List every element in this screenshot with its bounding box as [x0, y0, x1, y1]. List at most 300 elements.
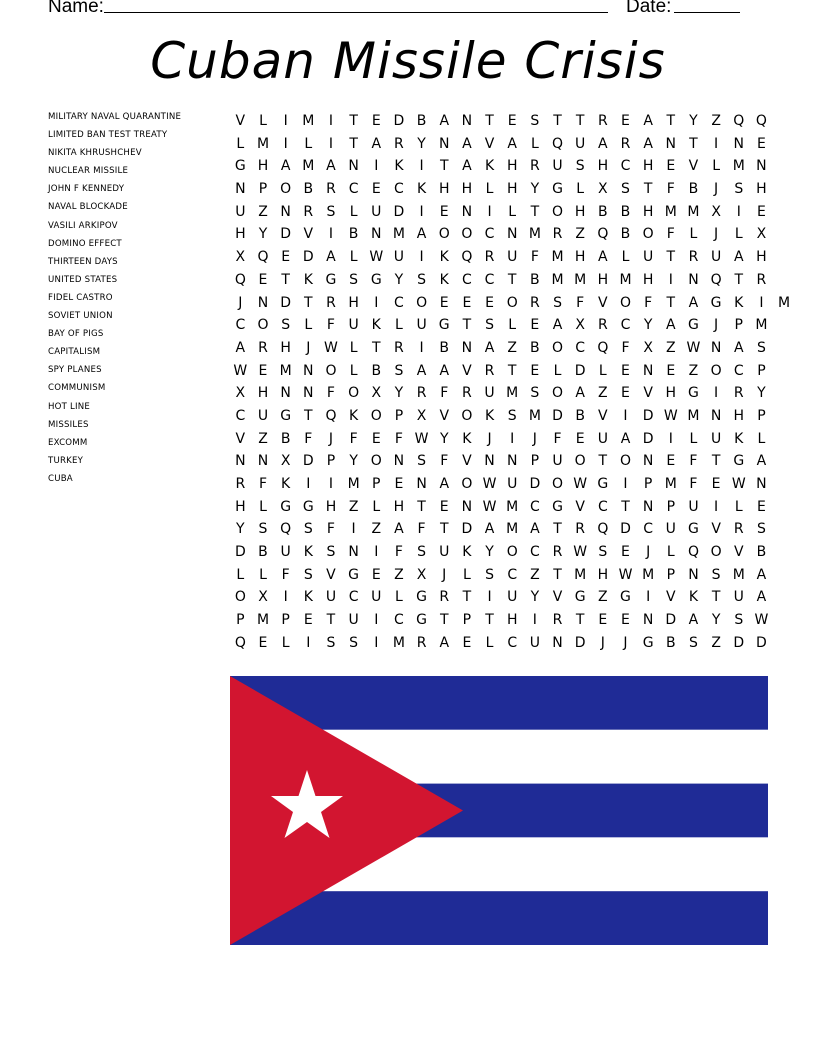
grid-letter: G	[597, 476, 609, 492]
grid-letter: I	[419, 158, 424, 175]
grid-letter: W	[618, 566, 633, 583]
grid-letter: O	[619, 453, 631, 470]
grid-letter: H	[348, 294, 359, 311]
grid-letter: N	[506, 226, 518, 243]
grid-letter: Y	[394, 271, 404, 288]
grid-letter: L	[462, 566, 471, 583]
grid-letter: S	[756, 339, 766, 356]
grid-letter: F	[644, 294, 653, 311]
grid-letter: U	[507, 249, 518, 266]
grid-letter: R	[597, 317, 608, 334]
grid-letter: C	[529, 544, 540, 561]
grid-letter: G	[348, 566, 360, 583]
grid-letter: O	[552, 203, 564, 220]
grid-letter: T	[349, 113, 358, 129]
grid-letter: Z	[711, 113, 721, 129]
grid-letter: W	[731, 476, 746, 492]
grid-letter: T	[553, 521, 562, 538]
grid-letter: J	[306, 339, 311, 356]
grid-letter: R	[394, 135, 404, 152]
grid-letter: D	[552, 407, 563, 424]
grid-letter: W	[233, 362, 248, 379]
grid-letter: I	[419, 249, 424, 266]
grid-letter: D	[393, 113, 405, 129]
grid-letter: R	[416, 385, 427, 402]
grid-letter: F	[417, 521, 426, 538]
grid-letter: O	[642, 226, 654, 243]
grid-letter: A	[326, 249, 336, 266]
grid-letter: H	[506, 181, 518, 198]
grid-letter: P	[643, 476, 653, 492]
grid-letter: R	[439, 589, 450, 606]
grid-letter: E	[756, 498, 766, 515]
grid-letter: Q	[234, 634, 246, 651]
grid-letter: N	[348, 544, 359, 561]
grid-letter: L	[553, 362, 562, 379]
grid-letter: A	[756, 589, 767, 606]
grid-letter: K	[484, 407, 495, 424]
grid-letter: K	[394, 158, 404, 175]
grid-letter: L	[349, 362, 358, 379]
grid-row	[229, 496, 795, 519]
grid-letter: G	[620, 589, 631, 606]
grid-letter: T	[485, 612, 494, 629]
grid-letter: P	[258, 181, 268, 198]
grid-letter: A	[733, 249, 744, 266]
grid-letter: N	[461, 113, 473, 129]
grid-letter: N	[665, 135, 677, 152]
grid-letter: N	[642, 612, 654, 629]
grid-letter: L	[712, 158, 721, 175]
grid-letter: E	[756, 203, 766, 220]
grid-letter: K	[484, 158, 495, 175]
grid-letter: L	[530, 135, 539, 152]
grid-letter: M	[755, 317, 768, 334]
grid-letter: J	[714, 226, 719, 243]
grid-letter: F	[576, 294, 585, 311]
name-label: Name:	[48, 0, 104, 17]
grid-letter: V	[598, 294, 608, 311]
grid-letter: G	[574, 589, 586, 606]
grid-letter: Y	[258, 226, 268, 243]
grid-letter: Y	[349, 453, 358, 470]
grid-letter: N	[416, 476, 427, 492]
grid-letter: J	[600, 634, 605, 651]
grid-letter: F	[666, 226, 675, 243]
grid-letter: W	[324, 339, 338, 356]
grid-letter: D	[756, 634, 767, 651]
grid-letter: X	[258, 589, 268, 606]
grid-letter: V	[235, 430, 246, 447]
grid-letter: X	[711, 203, 721, 220]
grid-letter: Q	[234, 271, 246, 288]
grid-letter: E	[756, 135, 766, 152]
grid-letter: A	[688, 294, 699, 311]
grid-letter: I	[374, 634, 379, 651]
grid-letter: W	[686, 339, 701, 356]
grid-letter: F	[326, 317, 335, 334]
grid-letter: G	[325, 271, 337, 288]
grid-letter: R	[235, 476, 246, 492]
grid-letter: L	[689, 226, 698, 243]
grid-letter: A	[326, 158, 336, 175]
grid-letter: Y	[236, 521, 245, 538]
grid-letter: E	[439, 498, 449, 515]
grid-letter: G	[733, 453, 745, 470]
word-list-item: THIRTEEN DAYS	[48, 256, 118, 267]
grid-letter: G	[416, 612, 427, 629]
grid-letter: T	[553, 566, 562, 583]
grid-letter: S	[326, 544, 336, 561]
grid-letter: B	[303, 181, 314, 198]
grid-letter: S	[530, 113, 540, 129]
grid-letter: M	[302, 158, 315, 175]
word-list-item: NAVAL BLOCKADE	[48, 202, 128, 213]
grid-row	[229, 133, 795, 156]
grid-letter: J	[532, 430, 537, 447]
grid-letter: X	[371, 385, 382, 402]
grid-letter: O	[461, 226, 473, 243]
grid-letter: S	[711, 566, 721, 583]
grid-letter: O	[710, 362, 722, 379]
grid-letter: U	[575, 135, 586, 152]
grid-letter: T	[349, 135, 358, 152]
grid-letter: S	[734, 612, 744, 629]
grid-row	[229, 428, 795, 451]
grid-letter: T	[575, 612, 585, 629]
grid-letter: O	[506, 544, 518, 561]
grid-letter: X	[416, 407, 427, 424]
grid-letter: Y	[757, 385, 766, 402]
grid-letter: X	[280, 453, 291, 470]
grid-letter: M	[551, 249, 564, 266]
word-list-item: HOT LINE	[48, 401, 90, 412]
grid-letter: E	[258, 634, 268, 651]
word-list	[48, 110, 181, 490]
grid-letter: F	[394, 544, 403, 561]
grid-letter: B	[665, 634, 676, 651]
grid-letter: H	[733, 407, 745, 424]
grid-letter: E	[621, 113, 630, 129]
word-list-item: BAY OF PIGS	[48, 329, 104, 340]
grid-letter: T	[304, 407, 313, 424]
grid-letter: M	[279, 362, 292, 379]
grid-letter: E	[439, 294, 449, 311]
grid-letter: N	[506, 453, 518, 470]
grid-letter: R	[597, 113, 608, 129]
grid-letter: U	[507, 476, 518, 492]
grid-letter: O	[325, 362, 337, 379]
grid-letter: B	[371, 362, 382, 379]
grid-letter: A	[280, 158, 291, 175]
grid-letter: Y	[689, 113, 698, 129]
grid-letter: X	[235, 249, 246, 266]
grid-row	[229, 382, 795, 405]
grid-letter: X	[416, 566, 427, 583]
grid-letter: I	[714, 385, 719, 402]
grid-row	[229, 110, 795, 133]
grid-letter: K	[416, 181, 427, 198]
grid-row	[229, 586, 795, 609]
grid-letter: P	[281, 612, 290, 629]
grid-letter: A	[575, 385, 585, 402]
grid-letter: S	[689, 634, 698, 651]
grid-letter: M	[619, 271, 632, 288]
grid-letter: E	[394, 476, 404, 492]
grid-letter: N	[461, 203, 473, 220]
grid-letter: H	[325, 498, 337, 515]
grid-letter: M	[732, 566, 745, 583]
grid-letter: A	[416, 362, 427, 379]
grid-letter: V	[552, 589, 563, 606]
grid-letter: Y	[417, 135, 426, 152]
grid-letter: T	[439, 158, 449, 175]
grid-letter: F	[349, 430, 358, 447]
grid-letter: T	[462, 317, 472, 334]
grid-letter: A	[416, 226, 427, 243]
grid-letter: T	[507, 362, 517, 379]
grid-letter: C	[733, 362, 744, 379]
grid-letter: I	[510, 430, 515, 447]
grid-letter: D	[733, 634, 745, 651]
grid-letter: E	[371, 430, 381, 447]
grid-letter: U	[484, 385, 495, 402]
grid-letter: B	[258, 544, 268, 561]
grid-letter: V	[711, 521, 721, 538]
grid-letter: G	[552, 498, 563, 515]
grid-letter: B	[439, 339, 450, 356]
grid-letter: M	[347, 476, 360, 492]
grid-letter: A	[620, 430, 631, 447]
grid-letter: U	[710, 430, 722, 447]
grid-letter: T	[507, 271, 517, 288]
grid-letter: L	[281, 634, 290, 651]
grid-letter: D	[393, 203, 405, 220]
grid-letter: A	[394, 521, 404, 538]
word-list-item: EXCOMM	[48, 437, 88, 448]
word-list-item: VASILI ARKIPOV	[48, 220, 118, 231]
grid-letter: U	[393, 249, 405, 266]
grid-letter: T	[621, 498, 630, 515]
grid-letter: U	[733, 589, 744, 606]
grid-letter: J	[238, 294, 243, 311]
grid-letter: H	[574, 249, 586, 266]
grid-letter: V	[462, 362, 472, 379]
grid-letter: I	[283, 135, 288, 152]
grid-letter: V	[643, 385, 653, 402]
grid-letter: C	[235, 407, 246, 424]
grid-letter: S	[417, 271, 427, 288]
name-input-line[interactable]	[104, 12, 608, 13]
grid-letter: I	[668, 271, 673, 288]
grid-letter: M	[687, 203, 700, 220]
grid-letter: L	[349, 203, 358, 220]
grid-row	[229, 518, 795, 541]
grid-letter: I	[374, 294, 379, 311]
grid-letter: C	[394, 181, 404, 198]
grid-letter: B	[688, 181, 699, 198]
grid-letter: Q	[280, 521, 292, 538]
grid-letter: Y	[530, 589, 540, 606]
grid-letter: R	[529, 294, 540, 311]
grid-letter: S	[485, 566, 494, 583]
grid-letter: E	[485, 294, 494, 311]
grid-letter: V	[575, 498, 585, 515]
word-list-item: SPY PLANES	[48, 365, 102, 376]
grid-letter: S	[417, 544, 427, 561]
grid-row	[229, 201, 795, 224]
grid-letter: T	[689, 135, 698, 152]
grid-letter: K	[281, 476, 291, 492]
grid-letter: S	[326, 203, 336, 220]
grid-letter: G	[710, 294, 722, 311]
grid-letter: C	[235, 317, 246, 334]
grid-letter: C	[348, 589, 359, 606]
grid-letter: T	[598, 453, 608, 470]
grid-letter: B	[280, 430, 291, 447]
word-list-item: CUBA	[48, 473, 73, 484]
grid-letter: N	[710, 339, 722, 356]
grid-letter: L	[349, 249, 358, 266]
grid-letter: O	[438, 226, 450, 243]
grid-letter: E	[507, 113, 517, 129]
grid-letter: I	[419, 203, 424, 220]
grid-letter: A	[484, 521, 495, 538]
grid-letter: H	[235, 498, 246, 515]
grid-letter: A	[507, 135, 517, 152]
grid-letter: I	[283, 589, 288, 606]
grid-letter: N	[756, 158, 767, 175]
grid-letter: G	[280, 498, 292, 515]
grid-letter: G	[416, 589, 427, 606]
grid-letter: L	[304, 317, 313, 334]
grid-letter: I	[736, 203, 741, 220]
grid-letter: J	[328, 430, 334, 447]
grid-letter: N	[438, 135, 450, 152]
grid-letter: M	[664, 203, 677, 220]
grid-letter: M	[392, 226, 405, 243]
grid-letter: O	[619, 294, 631, 311]
grid-letter: P	[326, 453, 336, 470]
grid-letter: W	[414, 430, 429, 447]
grid-letter: U	[371, 203, 382, 220]
grid-letter: S	[575, 158, 585, 175]
grid-letter: I	[328, 135, 334, 152]
grid-letter: Q	[597, 339, 609, 356]
grid-letter: H	[642, 203, 654, 220]
grid-letter: A	[462, 135, 472, 152]
flag-stripe-5	[230, 891, 768, 945]
grid-letter: T	[371, 339, 381, 356]
grid-letter: S	[734, 181, 744, 198]
grid-letter: K	[371, 317, 381, 334]
grid-row	[229, 609, 795, 632]
grid-letter: E	[621, 362, 630, 379]
grid-letter: I	[374, 544, 379, 561]
grid-letter: J	[714, 317, 719, 334]
grid-letter: F	[326, 385, 335, 402]
grid-letter: S	[553, 294, 562, 311]
grid-letter: C	[620, 158, 631, 175]
grid-letter: Q	[552, 135, 564, 152]
grid-letter: U	[597, 430, 608, 447]
grid-letter: R	[416, 634, 427, 651]
grid-letter: Z	[258, 203, 268, 220]
grid-letter: A	[462, 158, 472, 175]
grid-letter: T	[485, 113, 494, 129]
grid-letter: S	[756, 521, 766, 538]
grid-letter: N	[710, 407, 722, 424]
grid-row	[229, 269, 795, 292]
grid-letter: N	[733, 135, 744, 152]
grid-letter: L	[666, 544, 675, 561]
grid-letter: S	[258, 521, 268, 538]
grid-letter: P	[236, 612, 245, 629]
grid-letter: N	[552, 634, 563, 651]
grid-letter: R	[552, 544, 563, 561]
grid-letter: Q	[461, 249, 473, 266]
grid-letter: A	[439, 476, 450, 492]
grid-letter: M	[506, 385, 519, 402]
grid-letter: S	[417, 453, 427, 470]
grid-letter: O	[370, 407, 382, 424]
grid-letter: Z	[258, 430, 268, 447]
grid-letter: M	[528, 407, 541, 424]
grid-letter: H	[506, 612, 518, 629]
grid-letter: L	[259, 113, 267, 129]
grid-letter: I	[646, 589, 651, 606]
grid-letter: D	[642, 407, 654, 424]
grid-letter: M	[302, 113, 315, 129]
grid-letter: R	[620, 135, 631, 152]
grid-letter: A	[666, 317, 676, 334]
grid-letter: G	[438, 317, 450, 334]
word-list-item: DOMINO EFFECT	[48, 238, 122, 249]
grid-letter: H	[438, 181, 450, 198]
grid-letter: L	[304, 135, 313, 152]
grid-letter: U	[643, 249, 654, 266]
grid-letter: L	[508, 203, 517, 220]
grid-letter: E	[530, 362, 540, 379]
grid-letter: H	[461, 181, 473, 198]
grid-letter: M	[256, 612, 270, 629]
grid-letter: A	[530, 521, 540, 538]
grid-letter: R	[756, 271, 767, 288]
word-list-item: NUCLEAR MISSILE	[48, 166, 129, 177]
grid-letter: Z	[507, 339, 517, 356]
grid-letter: E	[258, 362, 268, 379]
date-label: Date:	[626, 0, 672, 17]
grid-letter: Q	[325, 407, 337, 424]
grid-letter: O	[416, 294, 428, 311]
grid-letter: C	[507, 634, 518, 651]
grid-letter: H	[756, 181, 767, 198]
grid-letter: C	[394, 612, 404, 629]
grid-letter: O	[506, 294, 518, 311]
grid-letter: E	[666, 453, 676, 470]
grid-letter: Z	[711, 634, 721, 651]
date-input-line[interactable]	[674, 12, 740, 13]
grid-letter: N	[235, 453, 246, 470]
grid-letter: A	[439, 634, 450, 651]
grid-letter: H	[597, 158, 609, 175]
word-list-item: NIKITA KHRUSHCHEV	[48, 148, 142, 159]
grid-letter: E	[666, 362, 676, 379]
grid-letter: W	[663, 407, 678, 424]
grid-letter: Q	[755, 113, 767, 129]
grid-letter: W	[573, 476, 588, 492]
grid-letter: L	[236, 566, 245, 583]
